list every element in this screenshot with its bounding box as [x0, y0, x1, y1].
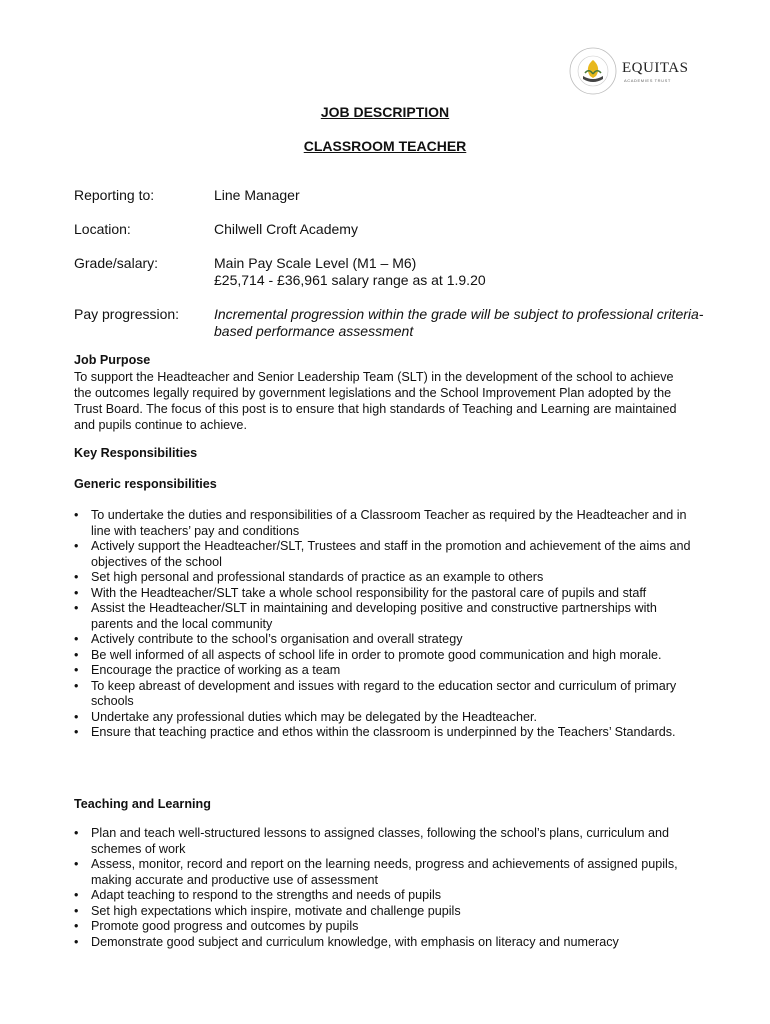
field-value-grade: Main Pay Scale Level (M1 – M6): [214, 255, 417, 271]
list-item: • Set high expectations which inspire, motivate and challenge pupils: [74, 904, 694, 920]
list-item: • Demonstrate good subject and curriculum knowledge, with emphasis on literacy and numeracy: [74, 935, 694, 951]
teaching-list: [74, 826, 694, 950]
list-item: • Actively contribute to the school’s organisation and overall strategy: [74, 632, 694, 648]
field-value-location: Chilwell Croft Academy: [214, 221, 358, 237]
equitas-logo: [568, 46, 698, 98]
list-item: • Promote good progress and outcomes by pupils: [74, 919, 694, 935]
list-item: • With the Headteacher/SLT take a whole school responsibility for the pastoral care of pupils and staff: [74, 586, 694, 602]
list-item: • Plan and teach well-structured lessons to assigned classes, following the school’s plans, curriculum and schemes of work: [74, 826, 694, 857]
list-item: • Undertake any professional duties which may be delegated by the Headteacher.: [74, 710, 694, 726]
field-label-pay-progression: Pay progression:: [74, 306, 180, 322]
field-label-reporting: Reporting to:: [74, 187, 155, 203]
field-label-grade: Grade/salary:: [74, 255, 159, 271]
list-item: • Adapt teaching to respond to the strengths and needs of pupils: [74, 888, 694, 904]
page-title: JOB DESCRIPTION: [320, 104, 450, 120]
list-item: • Ensure that teaching practice and ethos within the classroom is underpinned by the Teachers’ Standards.: [74, 725, 694, 741]
list-item: • To keep abreast of development and issues with regard to the education sector and curriculum of primary schools: [74, 679, 694, 710]
list-item: • Be well informed of all aspects of school life in order to promote good communication and high morale.: [74, 648, 694, 664]
key-responsibilities-heading: Key Responsibilities: [74, 446, 198, 460]
field-label-location: Location:: [74, 221, 131, 237]
list-item: • To undertake the duties and responsibilities of a Classroom Teacher as required by the Headteacher and in line with teachers’ pay and conditions: [74, 508, 694, 539]
job-purpose-heading: Job Purpose: [74, 353, 151, 367]
list-item: • Assist the Headteacher/SLT in maintaining and developing positive and constructive partnerships with parents and the local community: [74, 601, 694, 632]
teaching-heading: Teaching and Learning: [74, 797, 211, 811]
field-value-reporting: Line Manager: [214, 187, 300, 203]
field-value-salary: £25,714 - £36,961 salary range as at 1.9.20: [214, 272, 486, 288]
list-item: • Set high personal and professional standards of practice as an example to others: [74, 570, 694, 586]
brand-subtitle: ACADEMIES TRUST: [624, 78, 671, 83]
seal-icon: [568, 46, 618, 96]
list-item: • Encourage the practice of working as a team: [74, 663, 694, 679]
generic-list: [74, 508, 694, 741]
list-item: • Actively support the Headteacher/SLT, Trustees and staff in the promotion and achievement of the aims and objectives of the school: [74, 539, 694, 570]
brand-name: EQUITAS: [622, 60, 689, 76]
list-item: • Assess, monitor, record and report on the learning needs, progress and achievements of assigned pupils, making accurate and productive use of assessment: [74, 857, 694, 888]
page-subtitle: CLASSROOM TEACHER: [303, 138, 467, 154]
generic-heading: Generic responsibilities: [74, 477, 217, 491]
job-purpose-text: To support the Headteacher and Senior Leadership Team (SLT) in the development of the school to achieve the outcomes legally required by government legislations and the School Improvement Plan adopted by the Trust Board. The focus of this post is to ensure that high standards of Teaching and Learning are maintained and pupils continue to achieve.: [74, 370, 677, 432]
field-value-pay-progression: Incremental progression within the grade will be subject to professional criteria-based performance assessment: [214, 306, 704, 339]
